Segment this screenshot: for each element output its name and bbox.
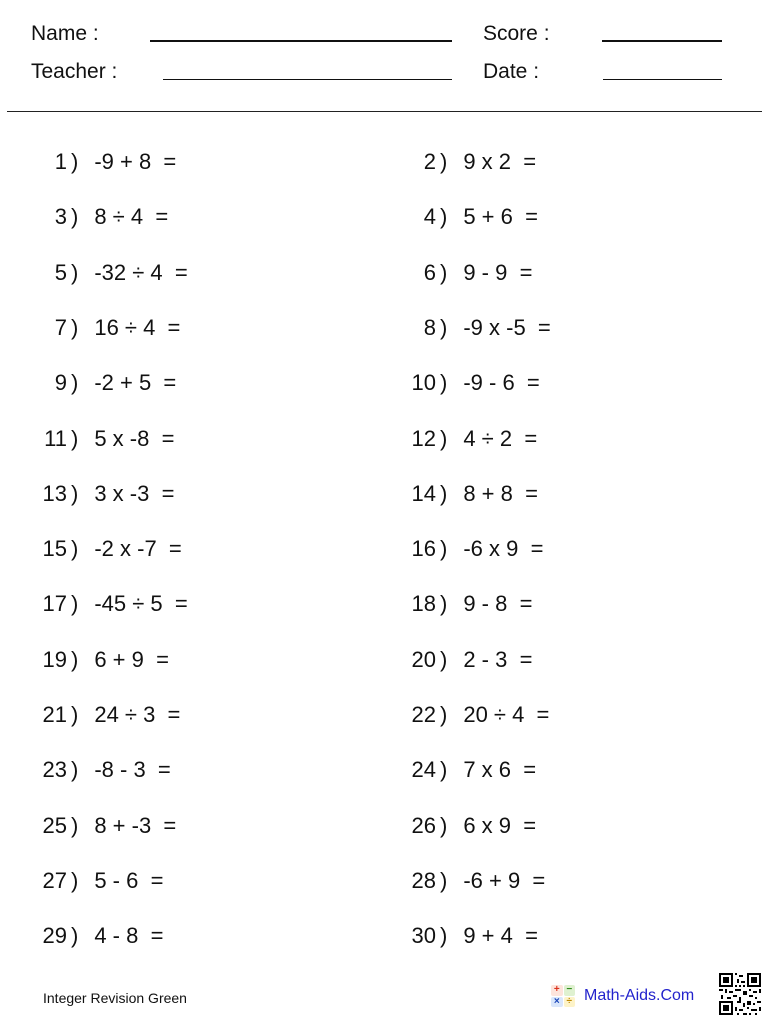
problem-3: [34, 204, 168, 230]
problem-expression: 7 x 6 =: [463, 757, 537, 782]
problem-paren: ): [71, 149, 79, 174]
problem-number: 4: [423, 204, 436, 229]
brand-link[interactable]: Math-Aids.Com: [584, 987, 695, 1004]
minus-symbol: −: [564, 985, 576, 996]
problem-expression: 6 + 9 =: [94, 647, 169, 672]
problem-number: 11: [44, 426, 67, 451]
plus-symbol: +: [551, 985, 563, 996]
problem-paren: ): [71, 591, 79, 616]
problem-paren: ): [440, 591, 448, 616]
problem-expression: 8 + 8 =: [463, 481, 538, 506]
problem-number: 26: [411, 813, 436, 838]
problem-18: [403, 591, 532, 617]
brand-logo[interactable]: [551, 984, 694, 1008]
problem-25: [34, 813, 176, 839]
problem-paren: ): [71, 702, 79, 727]
problem-expression: -9 - 6 =: [463, 370, 540, 395]
problem-number: 10: [411, 370, 436, 395]
problem-number: 30: [411, 923, 436, 948]
problem-number: 22: [411, 702, 436, 727]
problem-number: 24: [411, 757, 436, 782]
problem-expression: 3 x -3 =: [94, 481, 175, 506]
problem-paren: ): [71, 923, 79, 948]
problem-1: [34, 149, 176, 175]
problem-paren: ): [440, 923, 448, 948]
problem-expression: 5 - 6 =: [94, 868, 164, 893]
problem-15: [34, 536, 182, 562]
problem-paren: ): [440, 426, 448, 451]
problem-number: 16: [411, 536, 436, 561]
teacher-answer-line[interactable]: [163, 79, 452, 80]
problem-number: 14: [411, 481, 436, 506]
worksheet-title: Integer Revision Green: [43, 990, 187, 1006]
problem-expression: 6 x 9 =: [463, 813, 537, 838]
problem-paren: ): [71, 813, 79, 838]
problem-expression: -8 - 3 =: [94, 757, 171, 782]
date-label: Date :: [483, 60, 540, 83]
problem-number: 27: [42, 868, 67, 893]
problem-2: [403, 149, 536, 175]
problem-paren: ): [440, 204, 448, 229]
problem-expression: 8 ÷ 4 =: [94, 204, 169, 229]
problem-paren: ): [71, 647, 79, 672]
problem-number: 17: [42, 591, 67, 616]
problem-expression: 4 ÷ 2 =: [463, 426, 538, 451]
problem-number: 23: [42, 757, 67, 782]
problem-expression: 9 + 4 =: [463, 923, 538, 948]
problem-number: 29: [42, 923, 67, 948]
problem-29: [34, 923, 163, 949]
qr-code-icon: [719, 973, 761, 1015]
problem-5: [34, 260, 188, 286]
problem-number: 15: [42, 536, 67, 561]
problem-17: [34, 591, 188, 617]
problem-expression: 4 - 8 =: [94, 923, 164, 948]
problem-number: 18: [411, 591, 436, 616]
times-symbol: ×: [551, 997, 563, 1008]
problem-paren: ): [440, 536, 448, 561]
problem-21: [34, 702, 180, 728]
problem-expression: -32 ÷ 4 =: [94, 260, 188, 285]
problem-4: [403, 204, 538, 230]
score-answer-line[interactable]: [602, 40, 722, 42]
problem-paren: ): [440, 757, 448, 782]
problem-16: [403, 536, 543, 562]
problem-10: [403, 370, 540, 396]
problem-paren: ): [440, 481, 448, 506]
problem-paren: ): [440, 315, 448, 340]
problem-paren: ): [71, 370, 79, 395]
problem-expression: -6 x 9 =: [463, 536, 544, 561]
problem-number: 25: [42, 813, 67, 838]
problem-expression: -2 x -7 =: [94, 536, 182, 561]
problem-expression: -6 + 9 =: [463, 868, 546, 893]
problem-expression: -9 x -5 =: [463, 315, 551, 340]
header-divider: [7, 111, 762, 112]
problem-expression: -45 ÷ 5 =: [94, 591, 188, 616]
problem-paren: ): [440, 370, 448, 395]
name-label: Name :: [31, 22, 99, 45]
problem-22: [403, 702, 549, 728]
problem-7: [34, 315, 180, 341]
problem-number: 1: [54, 149, 67, 174]
name-answer-line[interactable]: [150, 40, 452, 42]
problem-number: 6: [423, 260, 436, 285]
problem-expression: 8 + -3 =: [94, 813, 177, 838]
problem-19: [34, 647, 169, 673]
problem-paren: ): [71, 536, 79, 561]
problem-24: [403, 757, 536, 783]
problem-expression: 2 - 3 =: [463, 647, 533, 672]
problem-paren: ): [440, 647, 448, 672]
problem-26: [403, 813, 536, 839]
problem-number: 28: [411, 868, 436, 893]
problem-paren: ): [71, 315, 79, 340]
problem-12: [403, 426, 537, 452]
problem-paren: ): [71, 260, 79, 285]
problem-number: 5: [54, 260, 67, 285]
problem-number: 8: [423, 315, 436, 340]
problem-expression: 5 + 6 =: [463, 204, 538, 229]
problem-paren: ): [71, 426, 79, 451]
problem-number: 20: [411, 647, 436, 672]
problem-number: 12: [411, 426, 436, 451]
problem-27: [34, 868, 163, 894]
problem-8: [403, 315, 551, 341]
problem-9: [34, 370, 176, 396]
problem-expression: 24 ÷ 3 =: [94, 702, 181, 727]
problem-20: [403, 647, 532, 673]
problem-number: 7: [54, 315, 67, 340]
problem-expression: -2 + 5 =: [94, 370, 177, 395]
problem-number: 3: [54, 204, 67, 229]
problem-paren: ): [440, 149, 448, 174]
problem-30: [403, 923, 538, 949]
problem-number: 2: [423, 149, 436, 174]
problem-expression: 16 ÷ 4 =: [94, 315, 181, 340]
problem-expression: 20 ÷ 4 =: [463, 702, 550, 727]
problem-expression: 9 x 2 =: [463, 149, 537, 174]
problem-paren: ): [440, 260, 448, 285]
calculator-icon: [551, 985, 575, 1007]
problem-number: 13: [42, 481, 67, 506]
problem-paren: ): [71, 868, 79, 893]
problem-paren: ): [71, 481, 79, 506]
problem-11: [34, 426, 174, 452]
problem-expression: 9 - 8 =: [463, 591, 533, 616]
teacher-label: Teacher :: [31, 60, 118, 83]
problem-6: [403, 260, 532, 286]
problem-paren: ): [440, 813, 448, 838]
problem-14: [403, 481, 538, 507]
divide-symbol: ÷: [564, 997, 576, 1008]
problem-paren: ): [71, 204, 79, 229]
problem-expression: -9 + 8 =: [94, 149, 177, 174]
problem-number: 21: [42, 702, 67, 727]
problem-number: 19: [42, 647, 67, 672]
date-answer-line[interactable]: [603, 79, 722, 80]
problem-paren: ): [440, 868, 448, 893]
problem-23: [34, 757, 171, 783]
score-label: Score :: [483, 22, 550, 45]
problem-expression: 5 x -8 =: [94, 426, 175, 451]
problem-13: [34, 481, 174, 507]
problem-paren: ): [440, 702, 448, 727]
problem-expression: 9 - 9 =: [463, 260, 533, 285]
problem-paren: ): [71, 757, 79, 782]
problem-number: 9: [54, 370, 67, 395]
problem-28: [403, 868, 545, 894]
